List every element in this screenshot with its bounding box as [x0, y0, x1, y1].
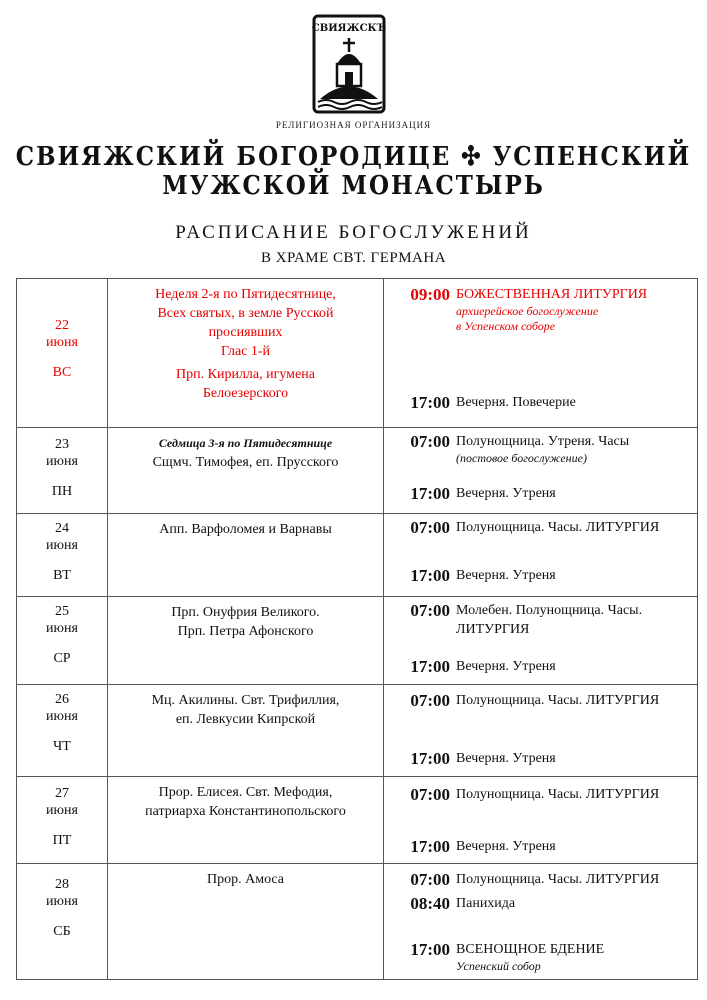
service-name: Вечерня. Утреня: [456, 486, 556, 501]
service-time: 17:00: [410, 749, 450, 768]
svg-text:СВИЯЖСКЪ: СВИЯЖСКЪ: [312, 23, 386, 34]
day-number: 25: [55, 604, 69, 619]
saints-cell: [108, 279, 384, 428]
table-row: [17, 514, 698, 597]
saint-line: патриарха Константинопольского: [145, 804, 346, 819]
weekday-label: ВТ: [53, 568, 71, 583]
service-note: архиерейское богослужение: [456, 304, 599, 318]
month-label: июня: [46, 538, 78, 553]
service-note: (постовое богослужение): [456, 451, 587, 465]
saint-line: Прор. Амоса: [206, 872, 285, 887]
service-time: 17:00: [410, 837, 450, 856]
service-time: 17:00: [410, 393, 450, 412]
saint-line: Мц. Акилины. Свт. Трифиллия,: [151, 693, 340, 708]
services-cell: [384, 685, 698, 777]
service-name: Вечерня. Утреня: [456, 751, 556, 766]
saints-cell: [108, 514, 384, 597]
day-number: 24: [55, 521, 69, 536]
date-cell: [17, 428, 108, 514]
service-name: Полунощница. Утреня. Часы (постовое богослужение): [456, 432, 693, 466]
table-row: [17, 279, 698, 428]
service-name: Панихида: [456, 896, 516, 911]
saint-line: Всех святых, в земле Русской: [157, 306, 334, 321]
monastery-title-line1: СВИЯЖСКИЙ БОГОРОДИЦЕ ✣ УСПЕНСКИЙ: [15, 140, 692, 173]
saint-line: Прп. Кирилла, игумена: [176, 367, 315, 382]
weekday-label: ВС: [52, 365, 72, 380]
service-name: Вечерня. Утреня: [456, 568, 556, 583]
date-cell: [17, 685, 108, 777]
table-row: [17, 864, 698, 980]
day-number: 23: [55, 437, 69, 452]
day-number: 26: [55, 692, 69, 707]
service-time: 17:00: [410, 657, 450, 676]
weekday-label: ПН: [51, 484, 73, 499]
day-number: 22: [55, 318, 69, 333]
day-number: 27: [55, 786, 69, 801]
month-label: июня: [46, 335, 78, 350]
service-name: Полунощница. Часы. ЛИТУРГИЯ: [456, 872, 660, 887]
table-row: [17, 428, 698, 514]
saint-line: Прор. Елисея. Свт. Мефодия,: [158, 785, 333, 800]
services-cell: [384, 777, 698, 864]
services-cell: [384, 864, 698, 980]
weekday-label: ЧТ: [53, 739, 71, 754]
service-time: 07:00: [410, 785, 450, 804]
sedmica-label: Седмица 3-я по Пятидесятнице: [158, 436, 333, 450]
month-label: июня: [46, 709, 78, 724]
monastery-title-line2: МУЖСКОЙ МОНАСТЫРЬ: [162, 169, 545, 202]
saint-line: еп. Левкусии Кипрской: [175, 712, 316, 727]
saint-line: Прп. Петра Афонского: [177, 624, 314, 639]
weekday-label: СР: [53, 651, 71, 666]
service-name: Молебен. Полунощница. Часы. ЛИТУРГИЯ: [456, 603, 643, 637]
organization-type: РЕЛИГИОЗНАЯ ОРГАНИЗАЦИЯ: [275, 120, 432, 130]
saint-line: Белоезерского: [202, 386, 289, 401]
service-note: Успенский собор: [456, 959, 541, 973]
schedule-subtitle: В ХРАМЕ СВТ. ГЕРМАНА: [260, 250, 447, 266]
service-time: 08:40: [410, 894, 450, 913]
month-label: июня: [46, 454, 78, 469]
service-name: БОЖЕСТВЕННАЯ ЛИТУРГИЯ архиерейское богослужение в Успенском соборе: [456, 285, 693, 334]
service-time: 07:00: [410, 432, 450, 451]
schedule-title: РАСПИСАНИЕ БОГОСЛУЖЕНИЙ: [175, 222, 532, 243]
schedule-table: [16, 278, 698, 980]
saints-cell: [108, 864, 384, 980]
saint-line: просиявших: [208, 325, 283, 340]
table-row: [17, 777, 698, 864]
services-cell: [384, 514, 698, 597]
saints-cell: [108, 777, 384, 864]
saints-cell: [108, 597, 384, 685]
service-time: 09:00: [410, 285, 450, 304]
date-cell: [17, 597, 108, 685]
weekday-label: ПТ: [52, 833, 72, 848]
service-time: 07:00: [410, 518, 450, 537]
service-name: Вечерня. Повечерие: [456, 395, 576, 410]
date-cell: [17, 777, 108, 864]
services-cell: [384, 597, 698, 685]
saint-line: Глас 1-й: [220, 344, 271, 359]
service-name: Полунощница. Часы. ЛИТУРГИЯ: [456, 520, 660, 535]
table-row: [17, 685, 698, 777]
service-time: 17:00: [410, 940, 450, 959]
service-time: 07:00: [410, 691, 450, 710]
saints-cell: [108, 685, 384, 777]
table-row: [17, 597, 698, 685]
service-name: Полунощница. Часы. ЛИТУРГИЯ: [456, 693, 660, 708]
saint-line: Апп. Варфоломея и Варнавы: [159, 522, 332, 537]
date-cell: [17, 864, 108, 980]
saint-line: Неделя 2-я по Пятидесятнице,: [155, 287, 336, 302]
date-cell: [17, 279, 108, 428]
services-cell: [384, 279, 698, 428]
service-time: 07:00: [410, 601, 450, 620]
month-label: июня: [46, 803, 78, 818]
service-name: Вечерня. Утреня: [456, 659, 556, 674]
service-name: Вечерня. Утреня: [456, 839, 556, 854]
services-cell: [384, 428, 698, 514]
service-time: 17:00: [410, 566, 450, 585]
service-time: 17:00: [410, 484, 450, 503]
saint-line: Сщмч. Тимофея, еп. Прусского: [152, 455, 339, 470]
month-label: июня: [46, 621, 78, 636]
service-note: в Успенском соборе: [456, 319, 556, 333]
service-time: 07:00: [410, 870, 450, 889]
service-name: ВСЕНОЩНОЕ БДЕНИЕ Успенский собор: [456, 940, 693, 974]
service-name: Полунощница. Часы. ЛИТУРГИЯ: [456, 787, 660, 802]
monastery-logo-icon: [312, 14, 386, 114]
saints-cell: [108, 428, 384, 514]
month-label: июня: [46, 894, 78, 909]
day-number: 28: [55, 877, 69, 892]
weekday-label: СБ: [53, 924, 71, 939]
date-cell: [17, 514, 108, 597]
saint-line: Прп. Онуфрия Великого.: [171, 605, 320, 620]
